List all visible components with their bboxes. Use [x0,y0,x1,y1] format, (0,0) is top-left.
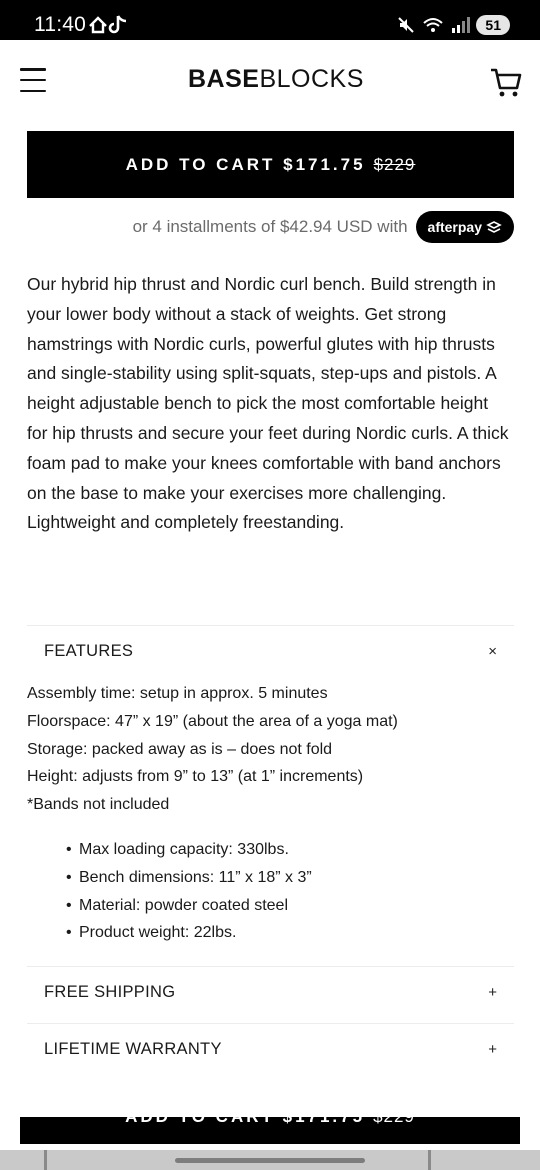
logo-bold-text: BASE [188,65,260,93]
features-bullet-list [66,836,506,947]
features-line: *Bands not included [27,796,170,814]
features-bullet: • Material: powder coated steel [66,892,506,920]
sticky-add-to-cart-button[interactable] [20,1107,520,1144]
accordion-features-title: FEATURES [44,641,134,660]
battery-indicator: 51 [476,15,510,35]
status-time: 11:40 [34,13,86,36]
divider [44,1150,47,1170]
accordion-features-header[interactable] [27,626,514,676]
afterpay-installments [0,211,514,243]
wifi-icon [422,16,444,34]
site-logo[interactable] [188,65,364,94]
notification-icons [88,14,134,36]
features-line: Assembly time: setup in approx. 5 minutes [27,685,328,702]
add-to-cart-button[interactable] [27,131,514,198]
installments-text: or 4 installments of $42.94 USD with [132,217,408,236]
features-line: Height: adjusts from 9” to 13” (at 1” increments) [27,768,364,786]
mute-icon [396,15,416,35]
features-details [27,680,514,819]
accordion-warranty-title: LIFETIME WARRANTY [44,1039,222,1058]
logo-regular-text: BLOCKS [259,65,364,93]
status-right [396,14,510,36]
afterpay-badge-label: afterpay [427,219,482,235]
cart-icon[interactable] [488,64,524,100]
plus-icon[interactable]: + [488,983,497,1001]
accordion-shipping-header[interactable] [27,967,514,1017]
original-price: $229 [373,154,416,174]
menu-icon[interactable] [20,68,46,92]
status-bar [0,0,540,40]
home-indicator[interactable] [175,1158,365,1163]
add-to-cart-label: ADD TO CART $171.75 [125,154,366,174]
signal-icon [450,16,470,34]
sticky-original-price: $229 [373,1107,415,1126]
close-icon[interactable]: × [488,642,497,660]
accordion-warranty-header[interactable] [27,1024,514,1074]
accordion-shipping-title: FREE SHIPPING [44,982,176,1001]
features-line: Storage: packed away as is – does not fold [27,740,333,758]
features-bullet: • Product weight: 22lbs. [66,919,506,947]
features-bullet: • Max loading capacity: 330lbs. [66,836,506,864]
afterpay-badge[interactable] [416,211,514,243]
plus-icon[interactable]: + [488,1040,497,1058]
sticky-add-to-cart-content [20,1107,520,1127]
product-description: Our hybrid hip thrust and Nordic curl bench. Build strength in your lower body without a stack of weights. Get strong hamstrings with Nordic curls, powerful glutes with hip thrusts and single-stability using split-squats, step-ups and pistols. A height adjustable bench to pick the most comfortable height for hip thrusts and secure your feet during Nordic curls. A thick foam pad to make your knees comfortable with band anchors on the base to make your exercises more challenging. Lightweight and completely freestanding. [27,274,509,533]
afterpay-arrows-icon [486,220,502,234]
features-bullet: • Bench dimensions: 11” x 18” x 3” [66,864,506,892]
divider [428,1150,431,1170]
features-line: Floorspace: 47” x 19” (about the area of a yoga mat) [27,712,398,730]
site-header [0,40,540,125]
sticky-add-to-cart-label: ADD TO CART $171.75 [125,1107,366,1126]
